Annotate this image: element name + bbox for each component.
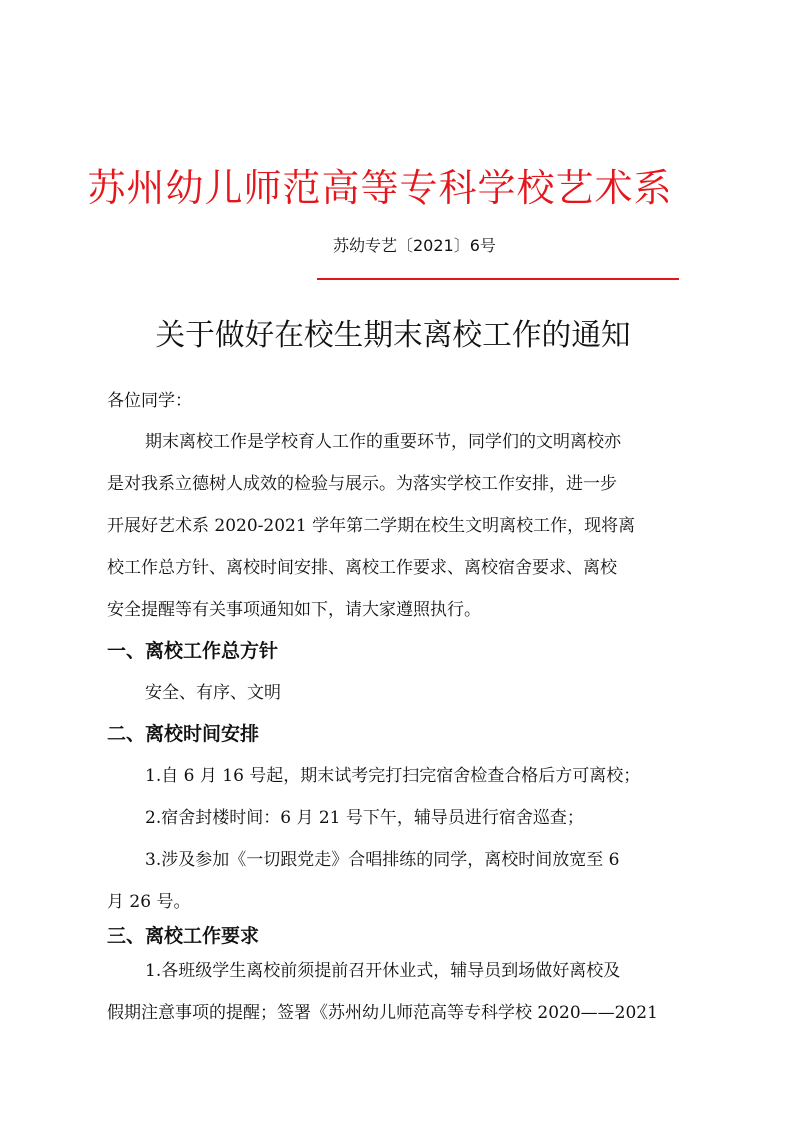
- intro-line: 期末离校工作是学校育人工作的重要环节，同学们的文明离校亦: [145, 432, 621, 452]
- section-heading: 二、离校时间安排: [107, 723, 260, 745]
- section-line: 2.宿舍封楼时间：6 月 21 号下午，辅导员进行宿舍巡查；: [145, 808, 584, 828]
- salutation: 各位同学：: [107, 391, 192, 411]
- section-line: 安全、有序、文明: [145, 683, 281, 703]
- organization-title: 苏州幼儿师范高等专科学校艺术系: [87, 166, 673, 210]
- intro-line: 校工作总方针、离校时间安排、离校工作要求、离校宿舍要求、离校: [107, 558, 617, 578]
- intro-line: 开展好艺术系 2020-2021 学年第二学期在校生文明离校工作，现将离: [107, 516, 636, 536]
- section-line: 3.涉及参加《一切跟党走》合唱排练的同学，离校时间放宽至 6: [145, 850, 620, 870]
- red-divider-line: [317, 278, 679, 280]
- section-heading: 三、离校工作要求: [107, 925, 260, 947]
- document-number: 苏幼专艺〔2021〕6号: [333, 236, 496, 255]
- intro-line: 安全提醒等有关事项通知如下，请大家遵照执行。: [107, 600, 481, 620]
- notice-title: 关于做好在校生期末离校工作的通知: [155, 318, 631, 353]
- section-line: 假期注意事项的提醒；签署《苏州幼儿师范高等专科学校 2020——2021: [107, 1003, 658, 1023]
- section-line: 1.自 6 月 16 号起，期末试考完打扫完宿舍检查合格后方可离校；: [145, 766, 641, 786]
- section-line: 1.各班级学生离校前须提前召开休业式，辅导员到场做好离校及: [145, 961, 621, 981]
- section-line: 月 26 号。: [107, 892, 191, 912]
- section-heading: 一、离校工作总方针: [107, 640, 279, 662]
- intro-line: 是对我系立德树人成效的检验与展示。为落实学校工作安排，进一步: [107, 474, 617, 494]
